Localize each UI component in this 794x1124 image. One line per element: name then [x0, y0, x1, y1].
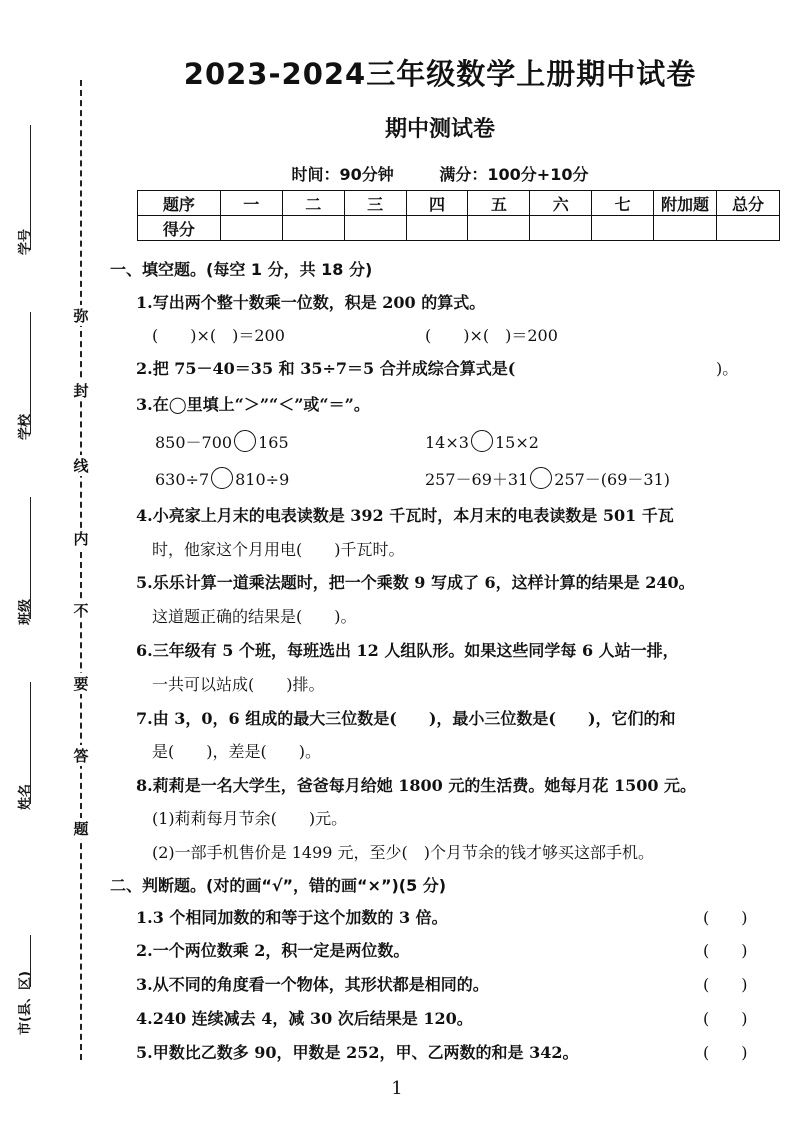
score-input-cell[interactable] — [468, 216, 530, 241]
score-cell: 总分 — [716, 191, 779, 216]
score-cell: 三 — [344, 191, 406, 216]
score-input-cell[interactable] — [220, 216, 282, 241]
seal-char: 要 — [71, 673, 91, 694]
judge-answer-box[interactable]: ( ) — [703, 1043, 748, 1062]
compare-circle[interactable] — [234, 430, 256, 452]
class-blank[interactable] — [30, 497, 31, 619]
name-label: 姓名 — [18, 783, 33, 810]
q3-right-expr: 810÷9 — [235, 470, 290, 489]
q3-right-expr: 15×2 — [494, 433, 539, 452]
judge-item-3: 3.从不同的角度看一个物体，其形状都是相同的。 — [136, 975, 489, 994]
question-6: 6.三年级有 5 个班，每班选出 12 人组队形。如果这些同学每 6 人站一排， — [136, 641, 679, 660]
question-4-cont[interactable]: 时，他家这个月用电( )千瓦时。 — [152, 540, 405, 559]
class-label: 班级 — [18, 598, 33, 625]
question-8: 8.莉莉是一名大学生，爸爸每月给她 1800 元的生活费。她每月花 1500 元。 — [136, 776, 697, 795]
school-label: 学校 — [18, 413, 33, 440]
judge-item-1: 1.3 个相同加数的和等于这个加数的 3 倍。 — [136, 908, 448, 927]
score-cell: 二 — [282, 191, 344, 216]
judge-answer-box[interactable]: ( ) — [703, 941, 748, 960]
page-number: 1 — [391, 1078, 403, 1099]
judge-item-2: 2.一个两位数乘 2，积一定是两位数。 — [136, 941, 410, 960]
question-5-cont[interactable]: 这道题正确的结果是( )。 — [152, 607, 357, 626]
binding-margin — [0, 0, 100, 1124]
q1-blank-b[interactable]: ( )×( )＝200 — [425, 326, 558, 345]
q3-right-expr: 165 — [258, 433, 289, 452]
q1-blank-a[interactable]: ( )×( )＝200 — [152, 326, 285, 345]
judge-answer-box[interactable]: ( ) — [703, 975, 748, 994]
q3-compare-d — [425, 467, 670, 490]
q3-left-expr: 14×3 — [425, 433, 469, 452]
page-subtitle: 期中测试卷 — [384, 117, 495, 142]
score-input-cell[interactable] — [654, 216, 717, 241]
question-8-part-2[interactable]: (2)一部手机售价是 1499 元，至少( )个月节余的钱才够买这部手机。 — [152, 843, 655, 862]
exam-info — [100, 162, 780, 185]
score-input-cell[interactable] — [282, 216, 344, 241]
q3-right-expr: 257－(69－31) — [554, 470, 671, 489]
score-table-score-row — [138, 216, 780, 241]
seal-char: 题 — [71, 818, 91, 839]
score-cell: 四 — [406, 191, 468, 216]
score-cell: 五 — [468, 191, 530, 216]
county-blank[interactable] — [30, 935, 31, 987]
compare-circle[interactable] — [211, 467, 233, 489]
name-blank[interactable] — [30, 682, 31, 804]
question-8-part-1[interactable]: (1)莉莉每月节余( )元。 — [152, 809, 348, 828]
question-3: 3.在◯里填上“＞”“＜”或“＝”。 — [136, 395, 370, 414]
score-cell: 附加题 — [654, 191, 717, 216]
score-input-cell[interactable] — [530, 216, 592, 241]
seal-dashed-line — [80, 80, 82, 1060]
question-7-cont[interactable]: 是( )，差是( )。 — [152, 742, 321, 761]
full-score: 满分：100分+10分 — [439, 165, 589, 184]
seal-char: 答 — [71, 745, 91, 766]
q3-left-expr: 850－700 — [155, 433, 233, 452]
seal-char: 封 — [71, 380, 91, 401]
q3-compare-b — [425, 430, 539, 452]
question-2-end: )。 — [716, 359, 739, 378]
score-row-label: 得分 — [138, 216, 221, 241]
seal-char: 内 — [71, 528, 91, 549]
question-4: 4.小亮家上月末的电表读数是 392 千瓦时，本月末的电表读数是 501 千瓦 — [136, 506, 674, 525]
school-blank[interactable] — [30, 312, 31, 434]
question-6-cont[interactable]: 一共可以站成( )排。 — [152, 675, 325, 694]
score-cell: 题序 — [138, 191, 221, 216]
score-table-header-row — [138, 191, 780, 216]
q3-left-expr: 257－69＋31 — [425, 470, 529, 489]
score-input-cell[interactable] — [344, 216, 406, 241]
score-input-cell[interactable] — [406, 216, 468, 241]
question-1: 1.写出两个整十数乘一位数，积是 200 的算式。 — [136, 293, 486, 312]
q3-compare-c — [155, 467, 289, 489]
question-7[interactable]: 7.由 3，0，6 组成的最大三位数是( )，最小三位数是( )，它们的和 — [136, 709, 676, 728]
judge-item-5: 5.甲数比乙数多 90，甲数是 252，甲、乙两数的和是 342。 — [136, 1043, 579, 1062]
county-label: 市(县、区) — [18, 971, 33, 1035]
time-limit: 时间：90分钟 — [291, 165, 394, 184]
section-2-heading: 二、判断题。(对的画“√”，错的画“×”)(5 分) — [110, 876, 447, 895]
score-cell: 七 — [592, 191, 654, 216]
score-cell: 一 — [220, 191, 282, 216]
score-input-cell[interactable] — [592, 216, 654, 241]
seal-char: 不 — [71, 600, 91, 621]
judge-answer-box[interactable]: ( ) — [703, 1009, 748, 1028]
section-1-heading: 一、填空题。(每空 1 分，共 18 分) — [110, 260, 373, 279]
judge-item-4: 4.240 连续减去 4，减 30 次后结果是 120。 — [136, 1009, 473, 1028]
seal-char: 线 — [71, 455, 91, 476]
compare-circle[interactable] — [530, 467, 552, 489]
question-5: 5.乐乐计算一道乘法题时，把一个乘数 9 写成了 6，这样计算的结果是 240。 — [136, 573, 695, 592]
score-input-cell[interactable] — [716, 216, 779, 241]
score-table — [137, 190, 780, 241]
student-id-blank[interactable] — [30, 125, 31, 250]
score-cell: 六 — [530, 191, 592, 216]
page-title: 2023-2024三年级数学上册期中试卷 — [183, 57, 697, 91]
seal-char: 弥 — [71, 305, 91, 326]
compare-circle[interactable] — [471, 430, 493, 452]
q3-left-expr: 630÷7 — [155, 470, 210, 489]
q3-compare-a — [155, 430, 289, 453]
judge-answer-box[interactable]: ( ) — [703, 908, 748, 927]
question-2: 2.把 75－40＝35 和 35÷7＝5 合并成综合算式是( — [136, 359, 516, 378]
student-id-label: 学号 — [18, 228, 33, 255]
